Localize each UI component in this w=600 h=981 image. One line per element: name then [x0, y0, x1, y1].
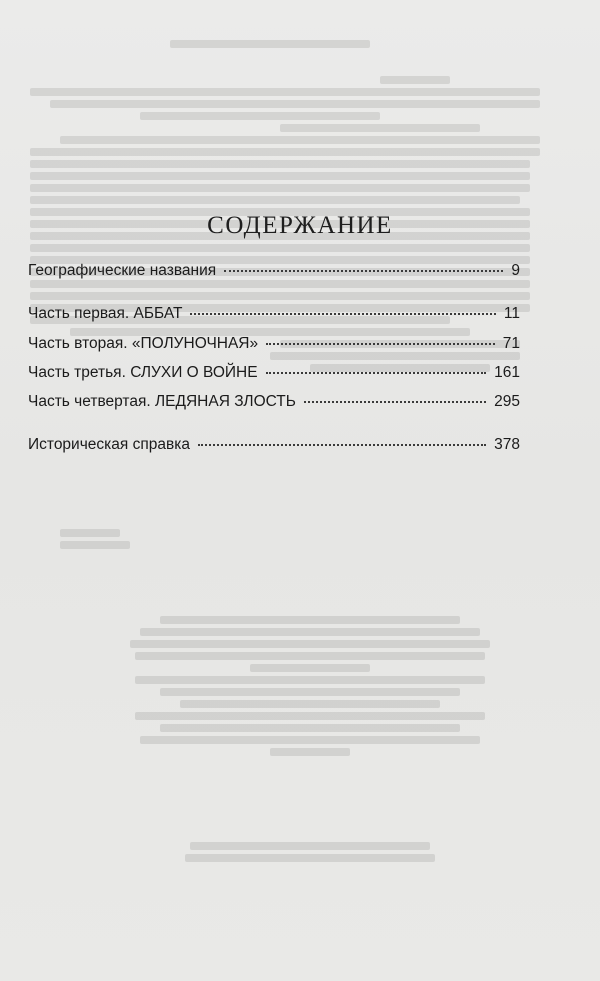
toc-entry [28, 364, 520, 382]
toc-entry [28, 436, 520, 454]
toc-entry-page: 71 [502, 335, 520, 352]
toc-entry-label: Историческая справка [28, 436, 190, 453]
dot-leader [224, 270, 503, 272]
show-through-text [170, 36, 390, 52]
dot-leader [198, 444, 486, 446]
dot-leader [266, 372, 487, 374]
toc-entry-label: Часть четвертая. ЛЕДЯНАЯ ЗЛОСТЬ [28, 393, 296, 410]
toc-entry-label: Часть первая. АББАТ [28, 305, 183, 322]
toc-entry-label: Географические названия [28, 262, 217, 279]
dot-leader [190, 313, 495, 315]
toc-entry-label: Часть вторая. «ПОЛУНОЧНАЯ» [28, 335, 259, 352]
toc-entry [28, 305, 520, 323]
toc-entry-label: Часть третья. СЛУХИ О ВОЙНЕ [28, 364, 258, 381]
page-title: СОДЕРЖАНИЕ [207, 212, 393, 239]
toc-entry-page: 378 [494, 436, 520, 453]
show-through-text [60, 525, 140, 553]
dot-leader [266, 343, 495, 345]
toc-entry-page: 161 [494, 364, 520, 381]
toc-entry [28, 393, 520, 411]
toc-entry-page: 9 [511, 262, 520, 279]
toc-entry [28, 335, 520, 353]
toc-entry [28, 262, 520, 280]
toc-entry-page: 295 [494, 393, 520, 410]
show-through-text [150, 838, 470, 866]
dot-leader [304, 401, 486, 403]
toc-entry-page: 11 [503, 305, 520, 322]
show-through-text [130, 612, 490, 760]
